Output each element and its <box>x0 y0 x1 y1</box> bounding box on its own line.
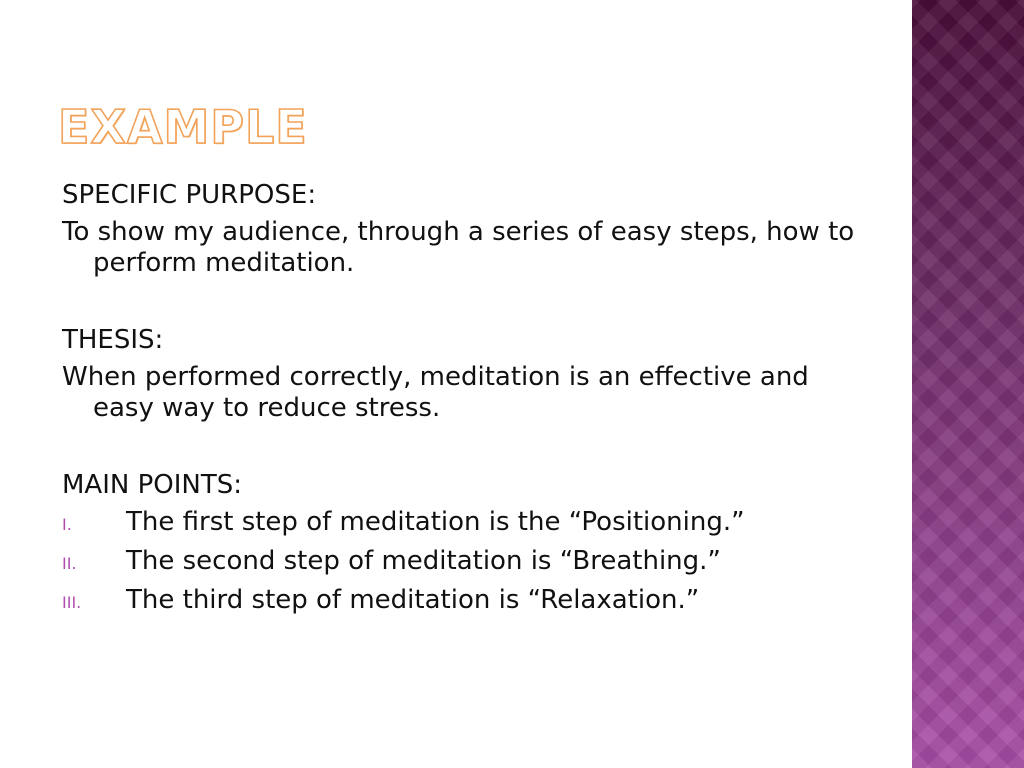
decorative-side-panel <box>912 0 1024 768</box>
slide-body <box>62 180 862 618</box>
slide-title: EXAMPLE <box>58 100 308 154</box>
list-item <box>62 585 862 618</box>
thesis-text: When performed correctly, meditation is an effective and easy way to reduce stress. <box>62 362 809 423</box>
purpose-heading: SPECIFIC PURPOSE: <box>62 180 317 210</box>
list-numeral: III. <box>62 593 82 612</box>
purpose-text: To show my audience, through a series of easy steps, how to perform meditation. <box>62 217 855 278</box>
list-item-text: The second step of meditation is “Breathing.” <box>126 546 721 576</box>
main-points-list <box>62 507 862 618</box>
list-item-text: The third step of meditation is “Relaxation.” <box>126 585 700 615</box>
list-numeral: I. <box>62 515 72 534</box>
list-item <box>62 546 862 579</box>
list-item <box>62 507 862 540</box>
list-numeral: II. <box>62 554 77 573</box>
main-points-heading: MAIN POINTS: <box>62 470 243 500</box>
thesis-heading: THESIS: <box>62 325 164 355</box>
list-item-text: The first step of meditation is the “Positioning.” <box>126 507 745 537</box>
